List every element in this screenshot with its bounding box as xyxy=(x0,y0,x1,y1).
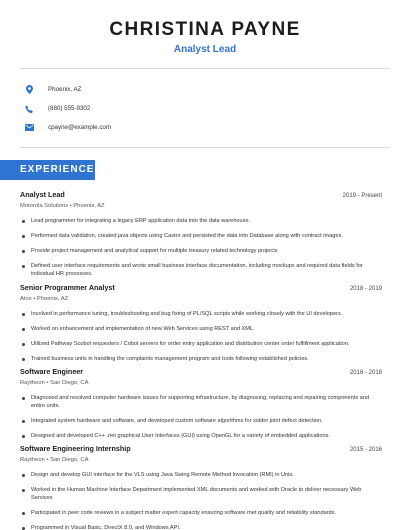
job-bullets xyxy=(20,217,382,278)
job-bullets xyxy=(20,310,382,363)
candidate-title: Analyst Lead xyxy=(173,44,237,55)
job-location: San Diego, CA xyxy=(50,457,89,463)
experience-section-heading xyxy=(0,160,95,180)
candidate-name: CHRISTINA PAYNE xyxy=(109,19,301,40)
list-item: Design and develop GUI interface for the VLS using Java Swing Remote Method Invocation (RMI) in Unix. xyxy=(20,471,382,479)
job-header xyxy=(20,283,382,294)
phone-icon xyxy=(20,105,38,113)
job-title: Senior Programmer Analyst xyxy=(20,283,115,292)
list-item: Performed data validation, created java objects using Castor and persisted the data into Database along with contract images. xyxy=(20,232,382,240)
job-header xyxy=(20,367,382,378)
list-item: Participated in peer code reviews in a subject matter expert capacity ensuring software met quality and reliability standards. xyxy=(20,509,382,517)
job-bullets xyxy=(20,471,382,530)
experience-heading-text: EXPERIENCE xyxy=(20,164,95,175)
job-entry xyxy=(20,283,382,370)
contact-location xyxy=(20,80,390,99)
job-entry xyxy=(20,367,382,447)
job-company: Atos xyxy=(20,296,32,302)
location-pin-icon xyxy=(20,85,38,94)
contact-divider xyxy=(20,147,390,148)
contact-email-text: cpayne@example.com xyxy=(48,123,112,131)
list-item: Worked on enhancement and implementation of new Web Services using REST and XML. xyxy=(20,325,382,333)
job-date: 2015 - 2016 xyxy=(349,447,382,453)
resume-header xyxy=(0,0,410,56)
job-company-line: Raytheon • San Diego, CA xyxy=(20,380,89,386)
job-company: Raytheon xyxy=(20,380,45,386)
list-item: Involved in performance tuning, troubleshooting and bug fixing of PL/SQL scripts while working closely with the UI developers. xyxy=(20,310,382,318)
job-company-line: Motorola Solutions • Phoenix, AZ xyxy=(20,203,105,209)
job-title: Software Engineer xyxy=(20,367,84,376)
list-item: Defined user interface requirements and wrote small business interface documentation, including mockups and required data fields for individual HR processes. xyxy=(20,262,382,278)
job-bullets xyxy=(20,394,382,440)
job-date: 2018 - 2019 xyxy=(349,286,382,292)
list-item: Trained business units in handling the complaints management program and tools following established policies. xyxy=(20,355,382,363)
list-item: Programmed in Visual Basic, DirectX 8.0, and Windows API. xyxy=(20,524,382,530)
job-entry xyxy=(20,444,382,530)
contact-location-text: Phoenix, AZ xyxy=(48,85,82,93)
list-item: Diagnosed and resolved computer hardware issues for supporting infrastructure, by diagnosing, replacing and repairing components and entire units. xyxy=(20,394,382,410)
job-location: Phoenix, AZ xyxy=(73,203,105,209)
contact-phone xyxy=(20,99,390,118)
job-company: Motorola Solutions xyxy=(20,203,69,209)
job-header xyxy=(20,444,382,455)
list-item: Utilized Pathway Scobol requesters / Cobol servers for order entry application and distribution center order fulfillment application. xyxy=(20,340,382,348)
job-company-line: Raytheon • San Diego, CA xyxy=(20,457,89,463)
list-item: Provide project management and analytical support for multiple treasury related technology projects xyxy=(20,247,382,255)
contact-list xyxy=(20,80,390,137)
job-header xyxy=(20,190,382,201)
job-date: 2016 - 2018 xyxy=(349,370,382,376)
job-title: Software Engineering Internship xyxy=(20,444,131,453)
header-divider xyxy=(20,68,390,69)
list-item: Integrated system hardware and software, and developed custom software algorithms for solder joint defect detection. xyxy=(20,417,382,425)
list-item: Worked in the Human Machine Interface Department implemented XML documents and worked with Oracle to deliver necessary Web Services xyxy=(20,486,382,502)
list-item: Designed and developed C++ .net graphical User Interfaces (GUI) using OpenGL for a variety of embedded applications. xyxy=(20,432,382,440)
job-title: Analyst Lead xyxy=(20,190,65,199)
email-icon xyxy=(20,124,38,131)
job-entry xyxy=(20,190,382,285)
contact-email xyxy=(20,118,390,137)
contact-phone-text: (880) 555-9302 xyxy=(48,104,91,112)
job-date: 2019 - Present xyxy=(342,193,382,199)
list-item: Lead programmer for integrating a legacy ERP application data into the data warehouse. xyxy=(20,217,382,225)
job-location: Phoenix, AZ xyxy=(36,296,69,302)
job-company-line: Atos • Phoenix, AZ xyxy=(20,296,69,302)
job-company: Raytheon xyxy=(20,457,45,463)
job-location: San Diego, CA xyxy=(50,380,89,386)
